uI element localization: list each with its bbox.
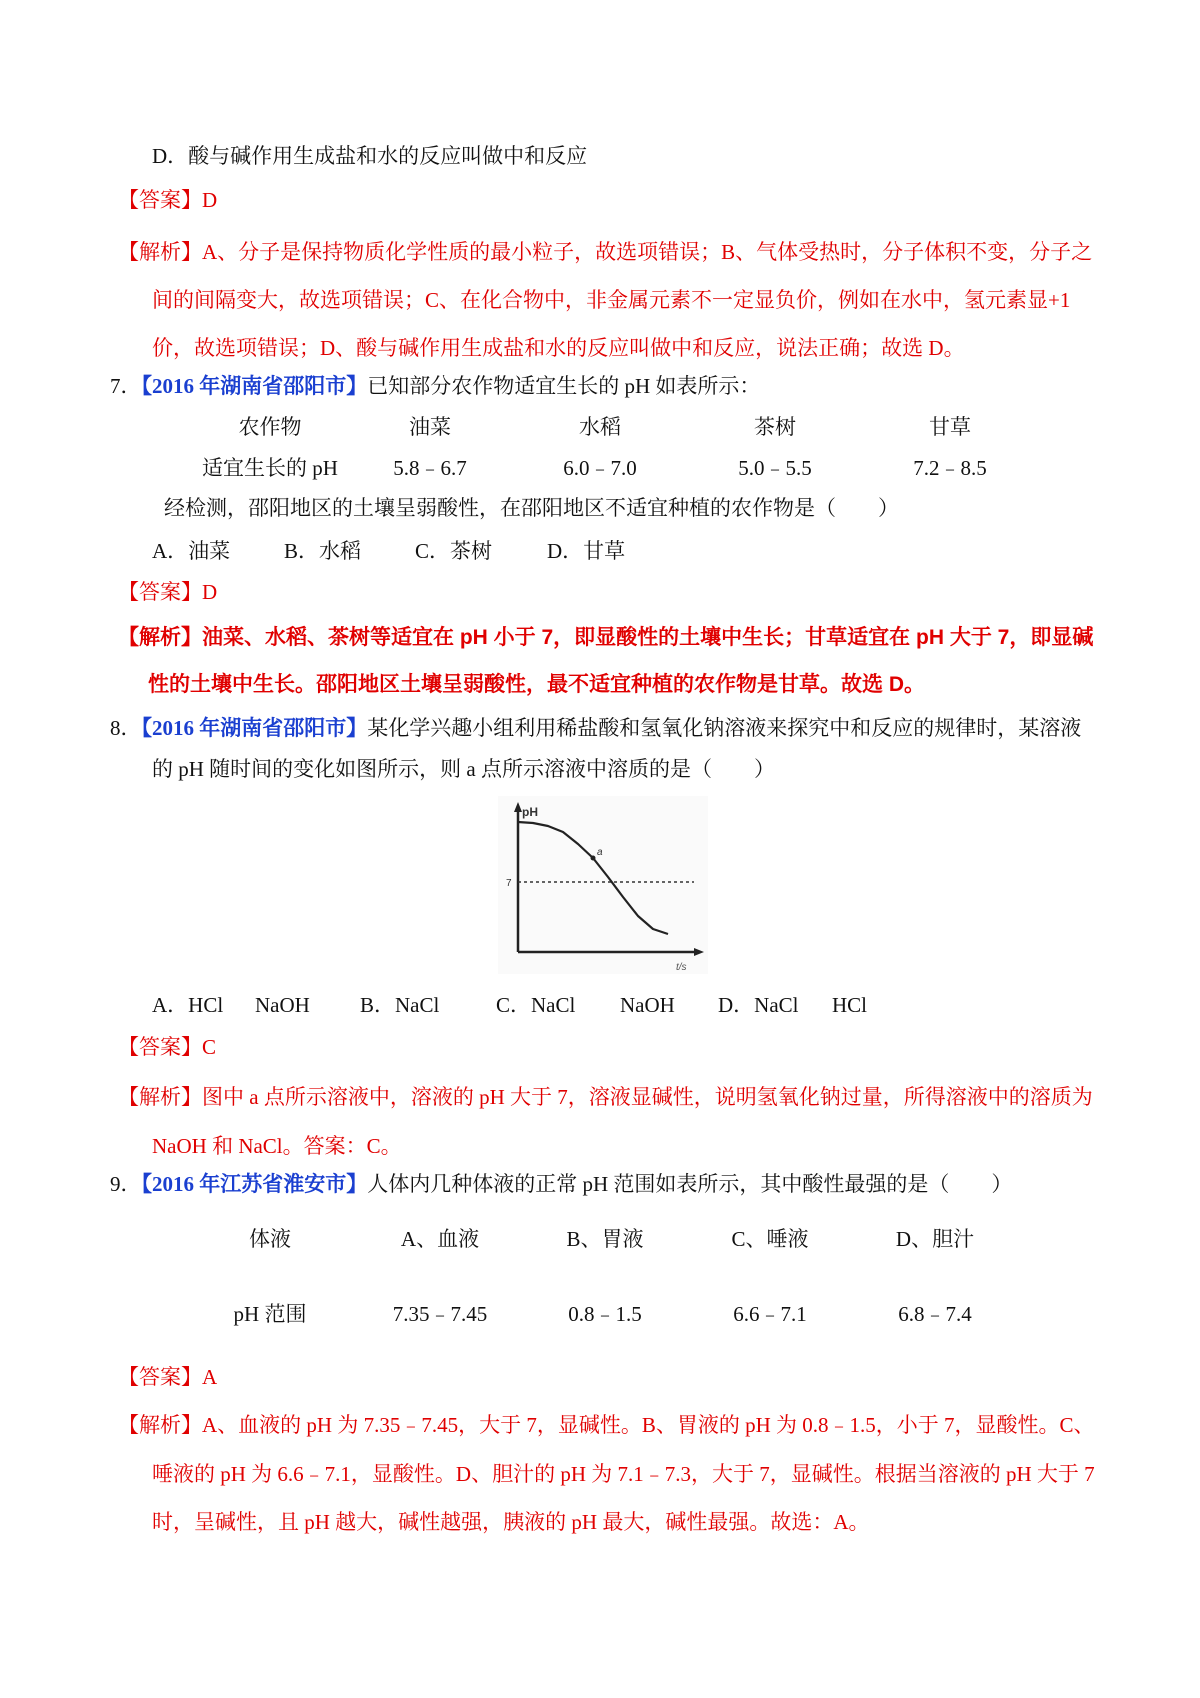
answer-value: A [202,1365,218,1389]
question-source: 【2016 年湖南省邵阳市】 [141,374,368,398]
q8-option-d-part2: HCl [832,993,868,1017]
table-cell: 7.2﹣8.5 [913,456,987,480]
q7-option-a: A．油菜 [152,539,231,563]
answer-tag: 【答案】 [118,580,202,604]
q9-analysis-line: 时，呈碱性，且 pH 越大，碱性越强，胰液的 pH 最大，碱性最强。故选：A。 [152,1510,870,1534]
table-cell: 适宜生长的 pH [202,456,338,480]
q7-option-b: B．水稻 [284,539,362,563]
answer-tag: 【答案】 [118,188,202,212]
q7-analysis-line [118,623,1093,653]
ph-time-chart [498,796,708,974]
analysis-text: 图中 a 点所示溶液中，溶液的 pH 大于 7，溶液显碱性，说明氢氧化钠过量，所得溶液中的溶质为 [202,1085,1093,1109]
question-text: 某化学兴趣小组利用稀盐酸和氢氧化钠溶液来探究中和反应的规律时，某溶液 [367,716,1082,740]
table-header-cell: D、胆汁 [895,1227,975,1251]
q8-option-a-part2: NaOH [255,993,310,1017]
table-header-cell: 体液 [249,1227,291,1251]
q6-analysis-line [118,237,1092,267]
table-header-cell: 茶树 [754,415,796,439]
q6-option-d: D．酸与碱作用生成盐和水的反应叫做中和反应 [152,144,588,168]
point-a-label: a [597,847,603,858]
q7-stem [110,371,760,401]
table-cell: 5.8﹣6.7 [393,456,467,480]
table-cell: 0.8﹣1.5 [568,1302,642,1326]
analysis-text: A、血液的 pH 为 7.35﹣7.45，大于 7，显碱性。B、胃液的 pH 为 0.8﹣1.5，小于 7，显酸性。C、 [202,1413,1095,1437]
q8-analysis-line: NaOH 和 NaCl。答案：C。 [152,1134,402,1158]
q7-answer [118,577,217,607]
q6-analysis-line: 价，故选项错误；D、酸与碱作用生成盐和水的反应叫做中和反应，说法正确；故选 D。 [152,336,965,360]
q7-table [0,412,1200,492]
q8-option-b: B．NaCl [360,993,440,1017]
table-header-cell: 甘草 [929,415,971,439]
q9-answer [118,1362,217,1392]
question-number: 7． [110,374,142,398]
q8-stem-line2: 的 pH 随时间的变化如图所示，则 a 点所示溶液中溶质的是（ ） [152,757,775,781]
table-cell: pH 范围 [233,1302,307,1326]
q8-option-d: D．NaCl [718,993,799,1017]
analysis-tag: 【解析】 [118,240,202,264]
question-source: 【2016 年江苏省淮安市】 [141,1172,368,1196]
y-tick-label: 7 [506,878,512,889]
table-cell: 6.6﹣7.1 [733,1302,807,1326]
q8-stem [110,713,1081,743]
answer-tag: 【答案】 [118,1365,202,1389]
q8-option-c-part2: NaOH [620,993,675,1017]
q9-stem [110,1169,1012,1199]
q9-analysis-line: 唾液的 pH 为 6.6﹣7.1，显酸性。D、胆汁的 pH 为 7.1﹣7.3，大于 7，显碱性。根据当溶液的 pH 大于 7 [152,1462,1095,1486]
q8-analysis-line [118,1082,1093,1112]
table-header-cell: 水稻 [579,415,621,439]
q7-stem2: 经检测，邵阳地区的土壤呈弱酸性，在邵阳地区不适宜种植的农作物是（ ） [164,496,899,520]
q7-option-d: D．甘草 [547,539,626,563]
analysis-text: 油菜、水稻、茶树等适宜在 pH 小于 7，即显酸性的土壤中生长；甘草适宜在 pH 大于 7，即显碱 [202,626,1094,649]
table-header-cell: C、唾液 [731,1227,809,1251]
q8-answer [118,1032,216,1062]
analysis-tag: 【解析】 [118,626,202,649]
q8-option-a: A．HCl [152,993,224,1017]
table-header-cell: 油菜 [409,415,451,439]
table-header-cell: A、血液 [400,1227,480,1251]
x-axis-label: t/s [676,962,687,973]
q8-option-c: C．NaCl [496,993,576,1017]
analysis-tag: 【解析】 [118,1413,202,1437]
q7-analysis-line: 性的土壤中生长。邵阳地区土壤呈弱酸性，最不适宜种植的农作物是甘草。故选 D。 [148,673,925,696]
table-cell: 6.8﹣7.4 [898,1302,972,1326]
analysis-tag: 【解析】 [118,1085,202,1109]
question-number: 9． [110,1172,142,1196]
question-source: 【2016 年湖南省邵阳市】 [141,716,368,740]
question-number: 8． [110,716,142,740]
q6-analysis-line: 间的间隔变大，故选项错误；C、在化合物中，非金属元素不一定显负价，例如在水中，氢元素显+1 [152,288,1071,312]
question-text: 人体内几种体液的正常 pH 范围如表所示，其中酸性最强的是（ ） [367,1172,1013,1196]
q7-option-c: C．茶树 [415,539,493,563]
answer-value: C [202,1035,217,1059]
q9-table [0,1224,1200,1334]
question-text: 已知部分农作物适宜生长的 pH 如表所示： [367,374,761,398]
q6-answer [118,185,217,215]
table-cell: 5.0﹣5.5 [738,456,812,480]
q9-analysis-line [118,1410,1095,1440]
answer-value: D [202,188,218,212]
table-cell: 6.0﹣7.0 [563,456,637,480]
point-a-marker [591,856,596,861]
answer-tag: 【答案】 [118,1035,202,1059]
table-cell: 7.35﹣7.45 [392,1302,488,1326]
table-header-cell: 农作物 [238,415,302,439]
answer-value: D [202,580,218,604]
table-header-cell: B、胃液 [566,1227,644,1251]
y-axis-label: pH [522,805,538,819]
analysis-text: A、分子是保持物质化学性质的最小粒子，故选项错误；B、气体受热时，分子体积不变，分子之 [202,240,1093,264]
